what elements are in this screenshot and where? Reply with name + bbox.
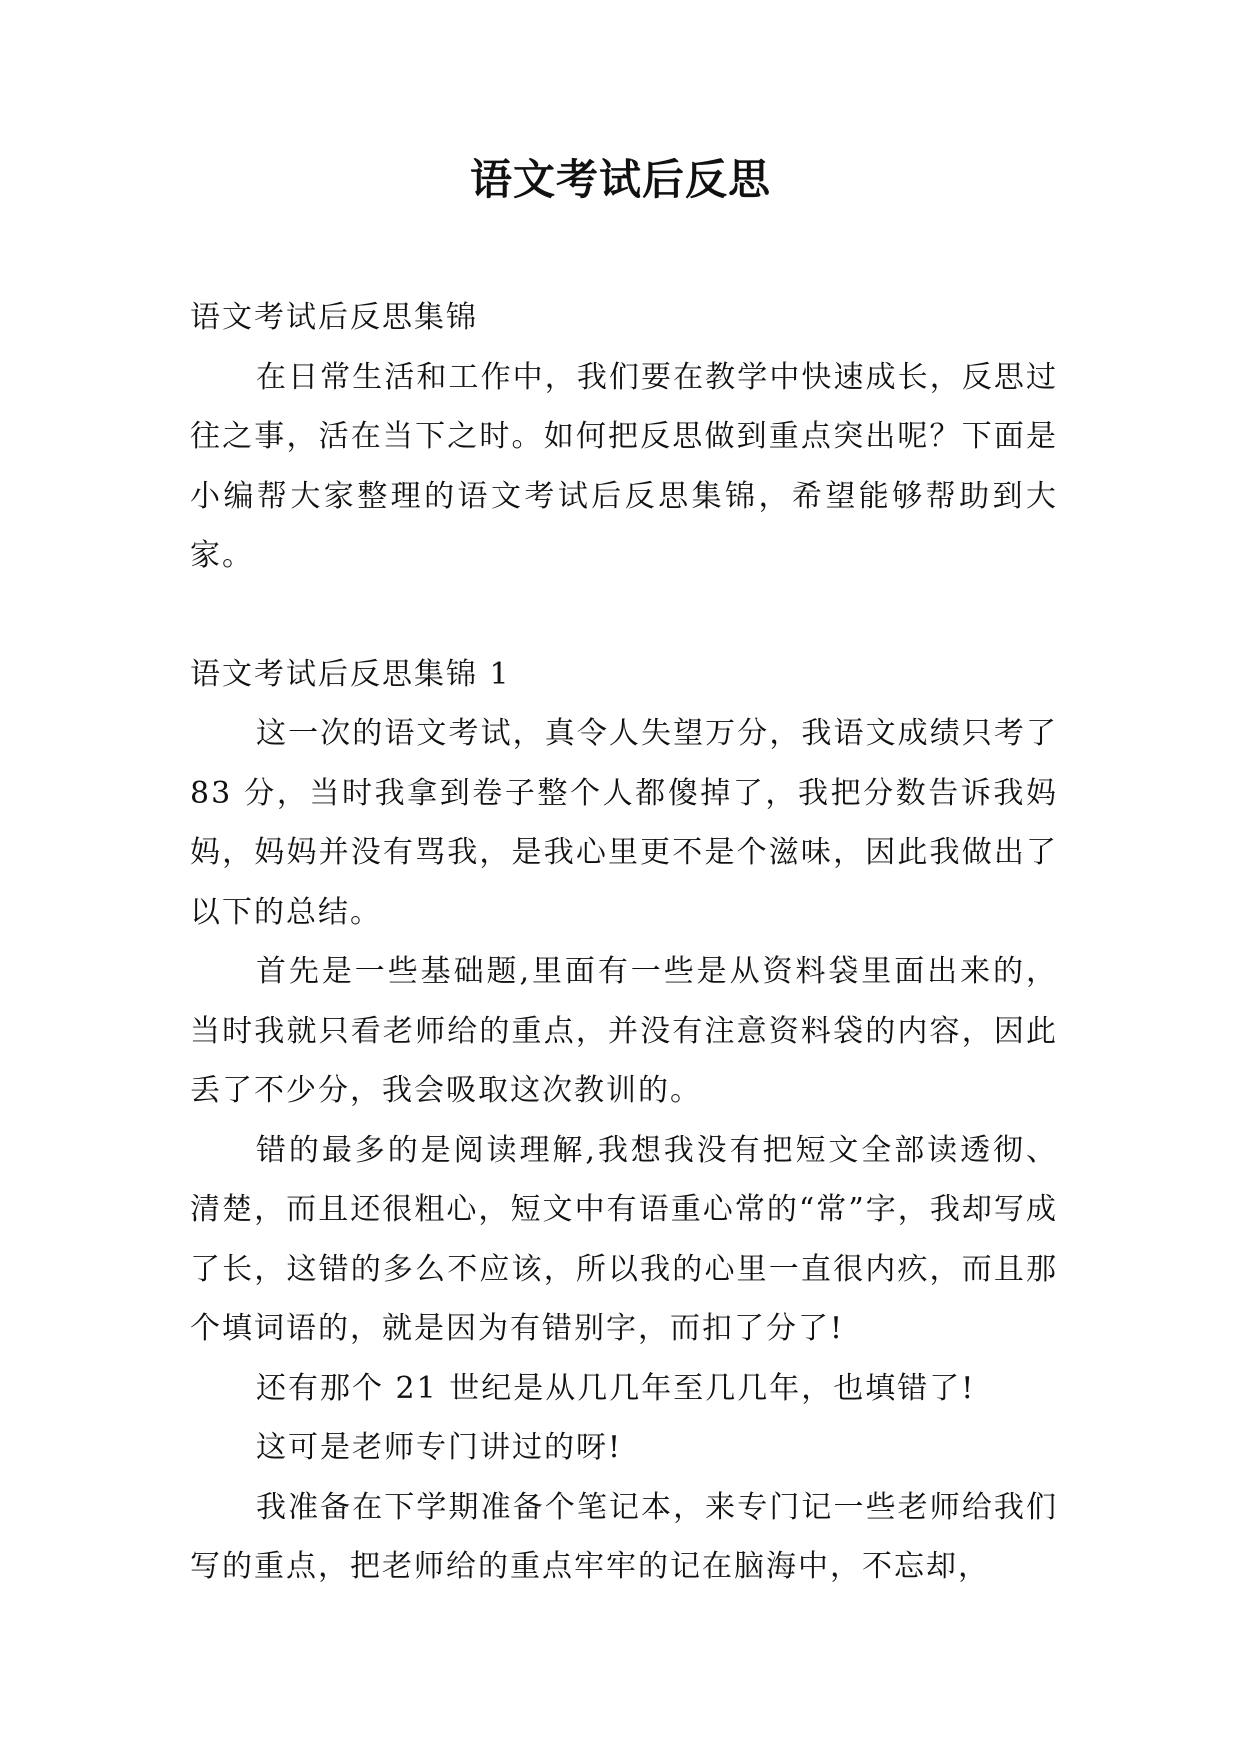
intro-paragraph: 在日常生活和工作中，我们要在教学中快速成长，反思过往之事，活在当下之时。如何把反思做到重点突出呢？下面是小编帮大家整理的语文考试后反思集锦，希望能够帮助到大家。 [190, 359, 1058, 573]
body-paragraph: 首先是一些基础题,里面有一些是从资料袋里面出来的，当时我就只看老师给的重点，并没有注意资料袋的内容，因此丢了不少分，我会吸取这次教训的。 [190, 954, 1058, 1108]
body-paragraph: 错的最多的是阅读理解,我想我没有把短文全部读透彻、清楚，而且还很粗心，短文中有语重心常的“常”字，我却写成了长，这错的多么不应该，所以我的心里一直很内疚，而且那个填词语的，就是因为有错别字，而扣了分了! [190, 1132, 1058, 1346]
body-paragraph: 还有那个 21 世纪是从几几年至几几年，也填错了! [256, 1370, 976, 1406]
subtitle: 语文考试后反思集锦 [190, 300, 478, 335]
body-paragraph: 这可是老师专门讲过的呀! [256, 1430, 623, 1465]
body-paragraph: 我准备在下学期准备个笔记本，来专门记一些老师给我们写的重点，把老师给的重点牢牢的记在脑海中，不忘却， [190, 1489, 1058, 1584]
document-body [190, 288, 1058, 1597]
paragraph-gap [190, 586, 1058, 645]
document-title: 语文考试后反思 [469, 155, 771, 204]
body-paragraph: 这一次的语文考试，真令人失望万分，我语文成绩只考了 83 分，当时我拿到卷子整个人都傻掉了，我把分数告诉我妈妈，妈妈并没有骂我，是我心里更不是个滋味，因此我做出了以下的总结。 [190, 716, 1058, 930]
section-heading: 语文考试后反思集锦 1 [190, 656, 511, 692]
